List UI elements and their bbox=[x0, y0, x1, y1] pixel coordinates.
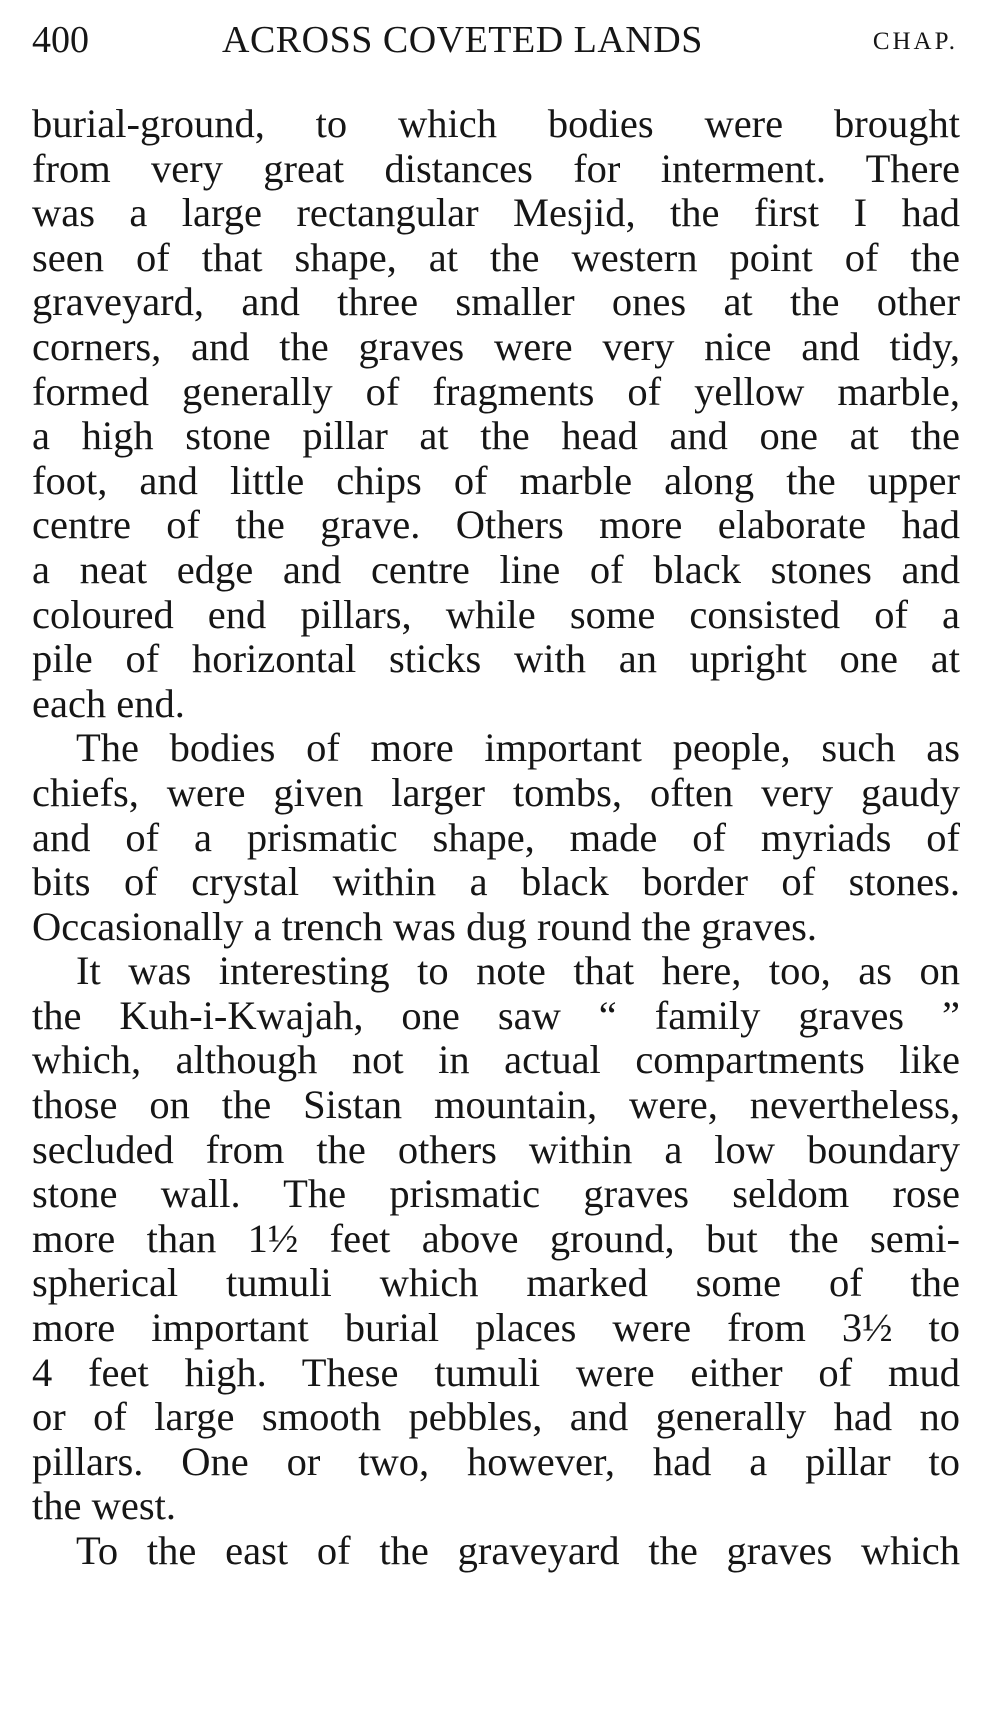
text-line: more important burial places were from 3½ to bbox=[32, 1305, 960, 1351]
text-line: a high stone pillar at the head and one at the bbox=[32, 413, 960, 459]
text-line: burial-ground, to which bodies were brought bbox=[32, 101, 960, 146]
paragraph bbox=[32, 1529, 960, 1574]
text-line: coloured end pillars, while some consisted of a bbox=[32, 591, 960, 637]
text-line: The bodies of more important people, such as bbox=[76, 725, 960, 771]
text-line: Occasionally a trench was dug round the graves. bbox=[32, 903, 817, 949]
text-line: from very great distances for interment. There bbox=[32, 145, 960, 191]
book-title: ACROSS COVETED LANDS bbox=[222, 19, 703, 61]
text-line: secluded from the others within a low boundary bbox=[32, 1126, 960, 1172]
paragraph bbox=[32, 102, 960, 726]
page-number: 400 bbox=[32, 19, 89, 61]
paragraph bbox=[32, 726, 960, 949]
text-line: spherical tumuli which marked some of the bbox=[32, 1260, 960, 1306]
body-text bbox=[32, 102, 960, 1574]
text-line: the Kuh-i-Kwajah, one saw “ family graves ” bbox=[32, 992, 960, 1038]
text-line: chiefs, were given larger tombs, often very gaudy bbox=[32, 769, 960, 815]
text-line: a neat edge and centre line of black stones and bbox=[32, 546, 960, 592]
text-line: pile of horizontal sticks with an upright one at bbox=[32, 636, 960, 682]
text-line: To the east of the graveyard the graves which bbox=[76, 1528, 960, 1573]
text-line: 4 feet high. These tumuli were either of mud bbox=[32, 1349, 960, 1395]
text-line: foot, and little chips of marble along the upper bbox=[32, 457, 960, 503]
running-head bbox=[32, 14, 960, 66]
book-page bbox=[32, 0, 960, 1718]
text-line: those on the Sistan mountain, were, nevertheless, bbox=[32, 1082, 960, 1128]
text-line: the west. bbox=[32, 1483, 176, 1529]
text-line: formed generally of fragments of yellow marble, bbox=[32, 368, 960, 414]
text-line: stone wall. The prismatic graves seldom rose bbox=[32, 1171, 960, 1217]
text-line: pillars. One or two, however, had a pillar to bbox=[32, 1438, 960, 1484]
text-line: each end. bbox=[32, 680, 185, 726]
text-line: was a large rectangular Mesjid, the first I had bbox=[32, 190, 960, 236]
text-line: or of large smooth pebbles, and generally had no bbox=[32, 1394, 960, 1440]
text-line: centre of the grave. Others more elaborate had bbox=[32, 502, 960, 548]
text-line: It was interesting to note that here, too, as on bbox=[76, 948, 960, 994]
text-line: bits of crystal within a black border of stones. bbox=[32, 859, 960, 905]
chapter-label: CHAP. bbox=[872, 28, 958, 55]
text-line: more than 1½ feet above ground, but the semi- bbox=[32, 1215, 960, 1261]
text-line: and of a prismatic shape, made of myriads of bbox=[32, 814, 960, 860]
text-line: corners, and the graves were very nice and tidy, bbox=[32, 323, 960, 369]
text-line: graveyard, and three smaller ones at the other bbox=[32, 279, 960, 325]
text-line: seen of that shape, at the western point of the bbox=[32, 234, 960, 280]
text-line: which, although not in actual compartments like bbox=[32, 1037, 960, 1083]
paragraph bbox=[32, 949, 960, 1529]
